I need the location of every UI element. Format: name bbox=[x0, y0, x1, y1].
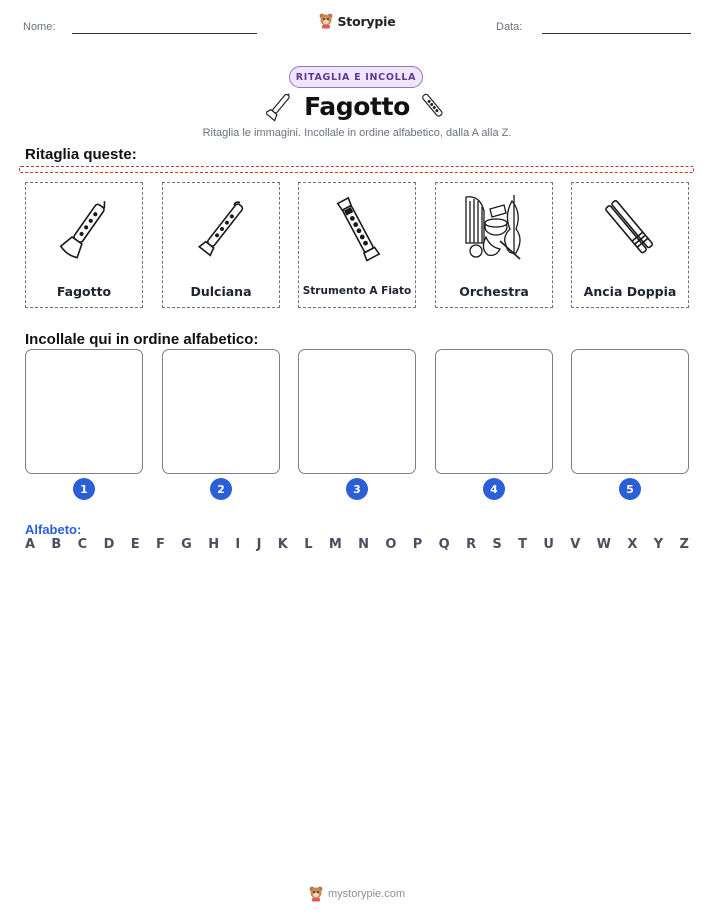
page-title: Fagotto bbox=[304, 92, 410, 121]
card-label: Ancia Doppia bbox=[583, 284, 677, 299]
alphabet-letter: Y bbox=[653, 537, 664, 552]
alphabet-letter: Q bbox=[438, 537, 450, 552]
card-label: Orchestra bbox=[459, 284, 529, 299]
alphabet-letter: U bbox=[543, 537, 554, 552]
alphabet-letter: B bbox=[51, 537, 62, 552]
alphabet-letter: O bbox=[385, 537, 397, 552]
alphabet-letter: Z bbox=[679, 537, 689, 552]
cut-card-dulciana[interactable] bbox=[162, 182, 280, 308]
bear-mascot-icon bbox=[309, 886, 323, 902]
alphabet-letter: I bbox=[235, 537, 241, 552]
small-recorder-icon bbox=[420, 91, 446, 121]
dulcian-icon bbox=[187, 193, 257, 265]
slot-number-badge: 3 bbox=[346, 478, 368, 500]
slot-number-badge: 2 bbox=[210, 478, 232, 500]
alphabet-letter: P bbox=[412, 537, 423, 552]
paste-slot-5[interactable] bbox=[571, 349, 689, 474]
instructions: Ritaglia le immagini. Incollale in ordine alfabetico, dalla A alla Z. bbox=[202, 127, 512, 139]
card-label: Fagotto bbox=[56, 284, 112, 299]
alphabet-letter: A bbox=[25, 537, 36, 552]
bear-mascot-icon bbox=[319, 13, 333, 29]
name-label: Nome: bbox=[23, 21, 56, 33]
alphabet-letter: D bbox=[103, 537, 115, 552]
alphabet-letter: W bbox=[596, 537, 612, 552]
footer-site: mystorypie.com bbox=[327, 888, 406, 900]
cut-card-double-reed[interactable] bbox=[571, 182, 689, 308]
paste-slot-3[interactable] bbox=[298, 349, 416, 474]
alphabet-letter: G bbox=[181, 537, 192, 552]
slot-number-badge: 1 bbox=[73, 478, 95, 500]
alphabet-letter: M bbox=[328, 537, 342, 552]
name-line bbox=[72, 33, 257, 34]
brand-name: Storypie bbox=[337, 13, 396, 29]
cut-card-bassoon[interactable] bbox=[25, 182, 143, 308]
card-label: Strumento A Fiato bbox=[302, 285, 412, 297]
paste-heading: Incollale qui in ordine alfabetico: bbox=[25, 331, 259, 348]
alphabet-letter: L bbox=[304, 537, 313, 552]
recorder-icon bbox=[323, 193, 393, 265]
alphabet-letter: C bbox=[77, 537, 88, 552]
orchestra-instruments-icon bbox=[460, 193, 530, 265]
alphabet-letter: E bbox=[130, 537, 140, 552]
date-label: Data: bbox=[496, 21, 523, 33]
paste-slot-2[interactable] bbox=[162, 349, 280, 474]
brand-logo bbox=[0, 13, 714, 29]
cut-card-wind-instrument[interactable] bbox=[298, 182, 416, 308]
alphabet-letter: R bbox=[466, 537, 477, 552]
alphabet-letter: H bbox=[208, 537, 220, 552]
cut-card-orchestra[interactable] bbox=[435, 182, 553, 308]
alphabet-letter: X bbox=[627, 537, 638, 552]
alphabet-letter: T bbox=[518, 537, 528, 552]
slot-number-badge: 4 bbox=[483, 478, 505, 500]
slot-number-badge: 5 bbox=[619, 478, 641, 500]
card-label: Dulciana bbox=[190, 284, 252, 299]
alphabet-title: Alfabeto: bbox=[25, 522, 82, 537]
date-line bbox=[542, 33, 691, 34]
alphabet-letter: F bbox=[155, 537, 165, 552]
alphabet-letter: S bbox=[492, 537, 502, 552]
paste-slot-4[interactable] bbox=[435, 349, 553, 474]
activity-badge: RITAGLIA E INCOLLA bbox=[289, 66, 423, 88]
paste-slot-1[interactable] bbox=[25, 349, 143, 474]
alphabet-letter: N bbox=[358, 537, 370, 552]
alphabet-letter: K bbox=[277, 537, 288, 552]
alphabet-letter: J bbox=[256, 537, 262, 552]
cut-heading: Ritaglia queste: bbox=[25, 146, 137, 163]
alphabet-row bbox=[25, 537, 689, 552]
alphabet-letter: V bbox=[570, 537, 581, 552]
footer bbox=[0, 886, 714, 902]
bassoon-icon bbox=[50, 193, 120, 265]
double-reed-icon bbox=[596, 193, 666, 265]
cut-line bbox=[19, 166, 694, 173]
